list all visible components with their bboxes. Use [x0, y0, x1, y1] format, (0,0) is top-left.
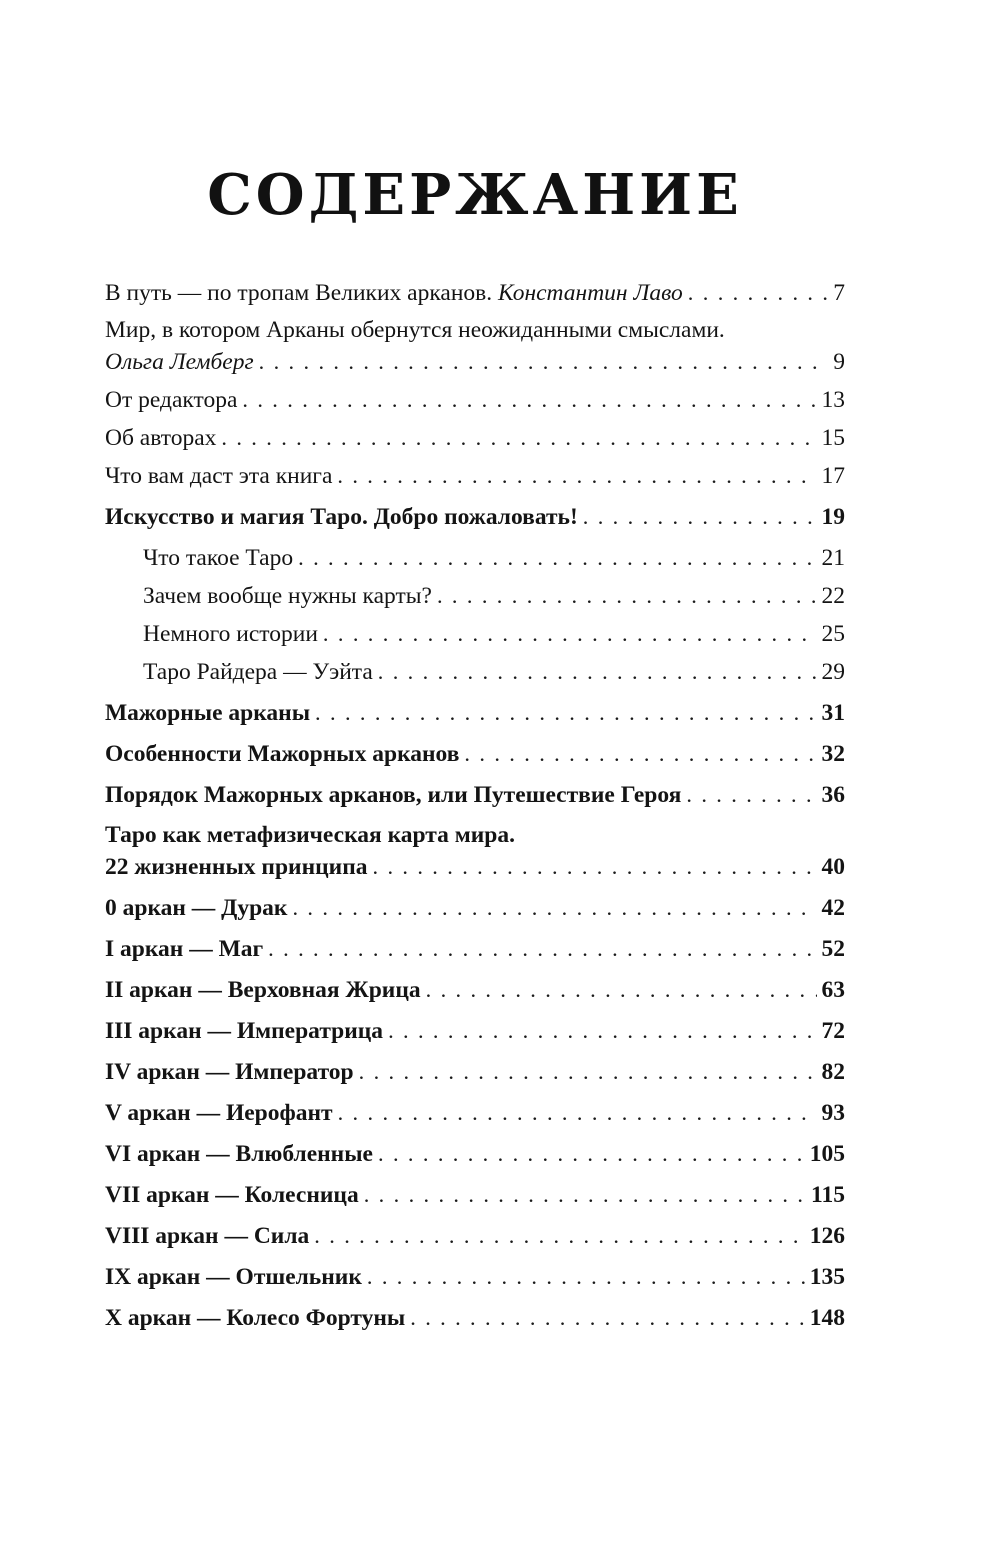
toc-entry: [105, 892, 845, 924]
leader-dots: [583, 501, 817, 533]
toc-entry: [105, 820, 845, 883]
toc-entry: [105, 1097, 845, 1129]
toc-entry-row: [105, 1015, 845, 1047]
toc-page-number: 31: [821, 699, 845, 726]
toc-entry-text: [143, 619, 318, 650]
toc-entry-row: [143, 618, 845, 650]
toc-entry-text: [105, 347, 254, 378]
entry-text-segment: X аркан — Колесо Фортуны: [105, 1304, 406, 1331]
toc-list: [105, 277, 845, 1334]
toc-entry-row: [105, 346, 845, 378]
toc-entry: [105, 501, 845, 533]
leader-dots: [367, 1261, 805, 1293]
toc-entry-row: [105, 851, 845, 883]
toc-page-number: 52: [821, 935, 845, 962]
entry-text-segment: Что такое Таро: [143, 544, 294, 571]
toc-entry: [105, 580, 845, 612]
toc-entry: [105, 460, 845, 492]
entry-text-segment: VII аркан — Колесница: [105, 1181, 359, 1208]
toc-entry-row: [105, 1056, 845, 1088]
toc-entry-row: [105, 933, 845, 965]
toc-entry-text: [105, 1016, 383, 1047]
toc-entry: [105, 974, 845, 1006]
toc-entry: [105, 656, 845, 688]
toc-page-number: 17: [821, 462, 845, 489]
leader-dots: [323, 618, 817, 650]
toc-page-number: 148: [809, 1304, 845, 1331]
leader-dots: [338, 1097, 817, 1129]
toc-entry-row: [105, 1138, 845, 1170]
toc-entry-text: [143, 581, 432, 612]
entry-text-segment: В путь — по тропам Великих арканов.: [105, 279, 498, 306]
toc-entry-row: [105, 697, 845, 729]
toc-entry-row: [105, 738, 845, 770]
toc-entry-text: [105, 1221, 309, 1252]
toc-entry-text: [105, 502, 578, 533]
toc-entry-row: [105, 974, 845, 1006]
leader-dots: [221, 422, 816, 454]
toc-entry-row: [105, 779, 845, 811]
toc-entry-text: [105, 1098, 333, 1129]
toc-entry-row: [105, 1220, 845, 1252]
toc-entry-text: [105, 893, 287, 924]
toc-page-number: 21: [821, 544, 845, 571]
toc-entry-text: [143, 543, 293, 574]
toc-page-number: 22: [821, 582, 845, 609]
toc-entry-row: [105, 892, 845, 924]
toc-entry-row: [105, 460, 845, 492]
entry-text-segment: Искусство и магия Таро. Добро пожаловать!: [105, 503, 578, 530]
toc-entry-row: [143, 580, 845, 612]
entry-text-italic: Константин Лаво: [498, 279, 683, 306]
toc-entry-text: [105, 461, 332, 492]
toc-entry-text: [105, 385, 237, 416]
toc-entry-text: [105, 1180, 359, 1211]
leader-dots: [688, 277, 828, 309]
entry-text-segment: II аркан — Верховная Жрица: [105, 976, 421, 1003]
entry-text-segment: Что вам даст эта книга: [105, 462, 333, 489]
toc-page-number: 15: [821, 424, 845, 451]
toc-entry-text: [105, 780, 681, 811]
toc-page-number: 72: [821, 1017, 845, 1044]
toc-entry: [105, 1138, 845, 1170]
toc-entry: [105, 1015, 845, 1047]
toc-entry: [105, 779, 845, 811]
entry-text-segment: Порядок Мажорных арканов, или Путешествие Героя: [105, 781, 682, 808]
entry-text-segment: Мажорные арканы: [105, 699, 311, 726]
toc-entry: [105, 384, 845, 416]
toc-page-number: 105: [809, 1140, 845, 1167]
toc-entry: [105, 542, 845, 574]
entry-text-segment: III аркан — Императрица: [105, 1017, 384, 1044]
toc-entry-row: [143, 542, 845, 574]
toc-entry-pre-line: [105, 315, 845, 346]
leader-dots: [259, 346, 829, 378]
entry-text-segment: Зачем вообще нужны карты?: [143, 582, 432, 609]
leader-dots: [292, 892, 816, 924]
toc-page-number: 29: [821, 658, 845, 685]
toc-title: СОДЕРЖАНИЕ: [207, 162, 743, 228]
entry-text-segment: Немного истории: [143, 620, 318, 647]
toc-entry: [105, 697, 845, 729]
toc-entry-text: [105, 975, 421, 1006]
leader-dots: [388, 1015, 816, 1047]
toc-entry-text: [105, 1139, 373, 1170]
toc-entry: [105, 933, 845, 965]
toc-entry-row: [105, 277, 845, 309]
toc-entry: [105, 422, 845, 454]
toc-entry-row: [105, 501, 845, 533]
entry-text-segment: 22 жизненных принципа: [105, 853, 368, 880]
toc-entry-text: [105, 1057, 354, 1088]
toc-entry-text: [105, 423, 216, 454]
leader-dots: [268, 933, 816, 965]
toc-entry: [105, 315, 845, 378]
toc-entry-row: [143, 656, 845, 688]
toc-page-number: 115: [811, 1181, 845, 1208]
toc-entry-text: [143, 657, 373, 688]
toc-page-number: 93: [821, 1099, 845, 1126]
entry-text-segment: Особенности Мажорных арканов: [105, 740, 460, 767]
toc-entry-row: [105, 1179, 845, 1211]
toc-entry-row: [105, 1261, 845, 1293]
leader-dots: [337, 460, 816, 492]
toc-page-number: 126: [809, 1222, 845, 1249]
toc-entry-pre-line: [105, 820, 845, 851]
entry-text-segment: Таро как метафизическая карта мира.: [105, 821, 515, 848]
toc-page-number: 42: [821, 894, 845, 921]
entry-text-segment: Мир, в котором Арканы обернутся неожиданными смыслами.: [105, 316, 725, 343]
toc-page-number: 40: [821, 853, 845, 880]
entry-text-segment: IV аркан — Император: [105, 1058, 354, 1085]
leader-dots: [315, 697, 816, 729]
entry-text-segment: Об авторах: [105, 424, 217, 451]
entry-text-segment: VI аркан — Влюбленные: [105, 1140, 373, 1167]
entry-text-segment: 0 аркан — Дурак: [105, 894, 288, 921]
toc-entry: [105, 1261, 845, 1293]
toc-entry-text: [105, 934, 263, 965]
toc-entry: [105, 1220, 845, 1252]
toc-page-number: 36: [821, 781, 845, 808]
toc-entry-row: [105, 384, 845, 416]
toc-page-number: 135: [809, 1263, 845, 1290]
leader-dots: [364, 1179, 806, 1211]
toc-entry-row: [105, 1302, 845, 1334]
toc-page-number: 9: [833, 348, 845, 375]
toc-entry: [105, 1056, 845, 1088]
leader-dots: [298, 542, 816, 574]
toc-page-number: 13: [821, 386, 845, 413]
toc-page-number: 32: [821, 740, 845, 767]
entry-text-italic: Ольга Лемберг: [105, 348, 254, 375]
toc-entry-row: [105, 422, 845, 454]
toc-entry-row: [105, 1097, 845, 1129]
leader-dots: [378, 1138, 805, 1170]
toc-entry: [105, 618, 845, 650]
toc-page-number: 25: [821, 620, 845, 647]
entry-text-segment: Таро Райдера — Уэйта: [143, 658, 373, 685]
leader-dots: [378, 656, 817, 688]
toc-entry: [105, 277, 845, 309]
leader-dots: [359, 1056, 817, 1088]
entry-text-segment: I аркан — Маг: [105, 935, 264, 962]
leader-dots: [437, 580, 817, 612]
entry-text-segment: IX аркан — Отшельник: [105, 1263, 362, 1290]
toc-page-number: 63: [821, 976, 845, 1003]
entry-text-segment: От редактора: [105, 386, 238, 413]
leader-dots: [314, 1220, 804, 1252]
entry-text-segment: V аркан — Иерофант: [105, 1099, 333, 1126]
toc-entry: [105, 1179, 845, 1211]
toc-entry-text: [105, 1262, 362, 1293]
toc-entry: [105, 738, 845, 770]
leader-dots: [372, 851, 816, 883]
toc-page-number: 7: [833, 279, 845, 306]
leader-dots: [410, 1302, 805, 1334]
toc-entry: [105, 1302, 845, 1334]
toc-entry-text: [105, 739, 459, 770]
toc-page-number: 19: [821, 503, 845, 530]
leader-dots: [686, 779, 816, 811]
toc-entry-text: [105, 852, 367, 883]
leader-dots: [242, 384, 816, 416]
entry-text-segment: VIII аркан — Сила: [105, 1222, 310, 1249]
toc-entry-text: [105, 698, 310, 729]
toc-page-number: 82: [821, 1058, 845, 1085]
toc-entry-text: [105, 1303, 405, 1334]
toc-entry-text: [105, 278, 683, 309]
leader-dots: [464, 738, 816, 770]
leader-dots: [426, 974, 817, 1006]
